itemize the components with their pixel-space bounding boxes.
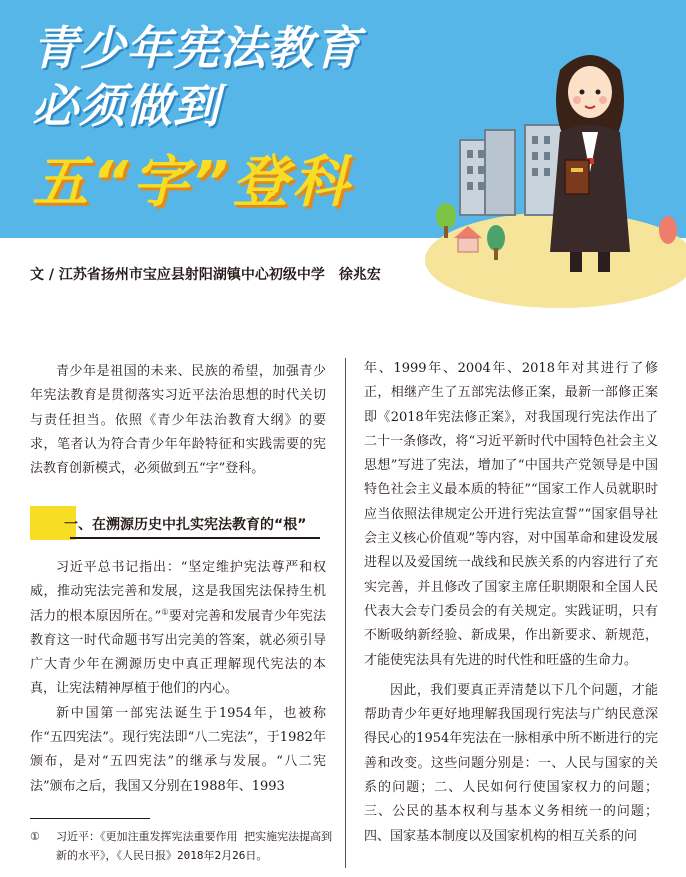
footnote-ref: ① [161, 607, 169, 617]
footnote-mark: ① [30, 830, 40, 843]
paragraph-questions: 因此，我们要真正弄清楚以下几个问题，才能帮助青少年更好地理解我国现行宪法与广纳民意深得民心的1954年宪法在一脉相承中所不断进行的完善和改变。这些问题分别是：一、人民与国家的关系的问题；二、人民如何行使国家权力的问题；三、公民的基本权利与基本义务相统一的问题；四、国家基本制度以及国家机构的相互关系的问 [364, 682, 658, 844]
buildings-icon [460, 125, 565, 215]
intro-paragraph: 青少年是祖国的未来、民族的希望，加强青少年宪法教育是贯彻落实习近平法治思想的时代关切与责任担当。依照《青少年法治教育大纲》的要求，笔者认为符合青少年年龄特征和实践需要的宪法教育创新模式，必须做到五“字”登科。 [30, 364, 326, 477]
heading-underline [70, 537, 320, 539]
section-heading-text: 一、在溯源历史中扎实宪法教育的“根” [64, 517, 307, 533]
paragraph-1954-constitution: 新中国第一部宪法诞生于1954年，也被称作“五四宪法”。现行宪法即“八二宪法”，于1982年颁布，是对“五四宪法”的继承与发展。“八二宪法”颁布之后，我国又分别在1988年、1993 [30, 705, 326, 794]
title-line-1: 青少年宪法教育 [32, 21, 361, 75]
quote-rest: 要对完善和发展青少年宪法教育这一时代命题书写出完美的答案，就必须引导广大青少年在溯源历史中真正理解现代宪法的本真，让宪法精神厚植于他们的内心。 [30, 608, 326, 697]
column-divider [345, 358, 346, 868]
paragraph-xi-quote [30, 556, 326, 702]
left-column [30, 360, 326, 481]
teacher-figure [550, 55, 630, 272]
author-byline: 文 / 江苏省扬州市宝应县射阳湖镇中心初级中学 徐兆宏 [30, 267, 381, 283]
section-heading-1 [30, 506, 326, 540]
right-column [364, 357, 658, 849]
quote-text: 习近平总书记指出：“坚定维护宪法尊严和权威，推动宪法完善和发展，这是我国宪法保持生机活力的根本原因所在。” [30, 560, 326, 624]
left-column-body [30, 556, 326, 799]
footnote-text: 习近平：《更加注重发挥宪法重要作用 把实施宪法提高到新的水平》，《人民日报》2018年2月26日。 [56, 830, 333, 862]
paragraph-amendments: 年、1999年、2004年、2018年对其进行了修正，相继产生了五部宪法修正案，最新一部修正案即《2018年宪法修正案》，对我国现行宪法作出了二十一条修改，将“习近平新时代中国特色社会主义思想”写进了宪法，增加了“中国共产党领导是中国特色社会主义最本质的特征”“国家工作人员就职时应当依照法律规定公开进行宪法宣誓”“国家倡导社会主义核心价值观”等内容，对中国革命和建设发展进程以及爱国统一战线和民族关系的内容进行了充实完善，并且修改了国家主席任职期限和全国人民代表大会专门委员会的有关规定。实践证明，只有不断吸纳新经验、新成果，作出新要求、新规范，才能使宪法具有先进的时代性和旺盛的生命力。 [364, 361, 658, 668]
title-line-2: 必须做到 [32, 79, 220, 133]
footnote-rule [30, 818, 150, 819]
teacher-illustration [410, 40, 686, 320]
title-line-3: 五“字”登科 [32, 150, 353, 215]
